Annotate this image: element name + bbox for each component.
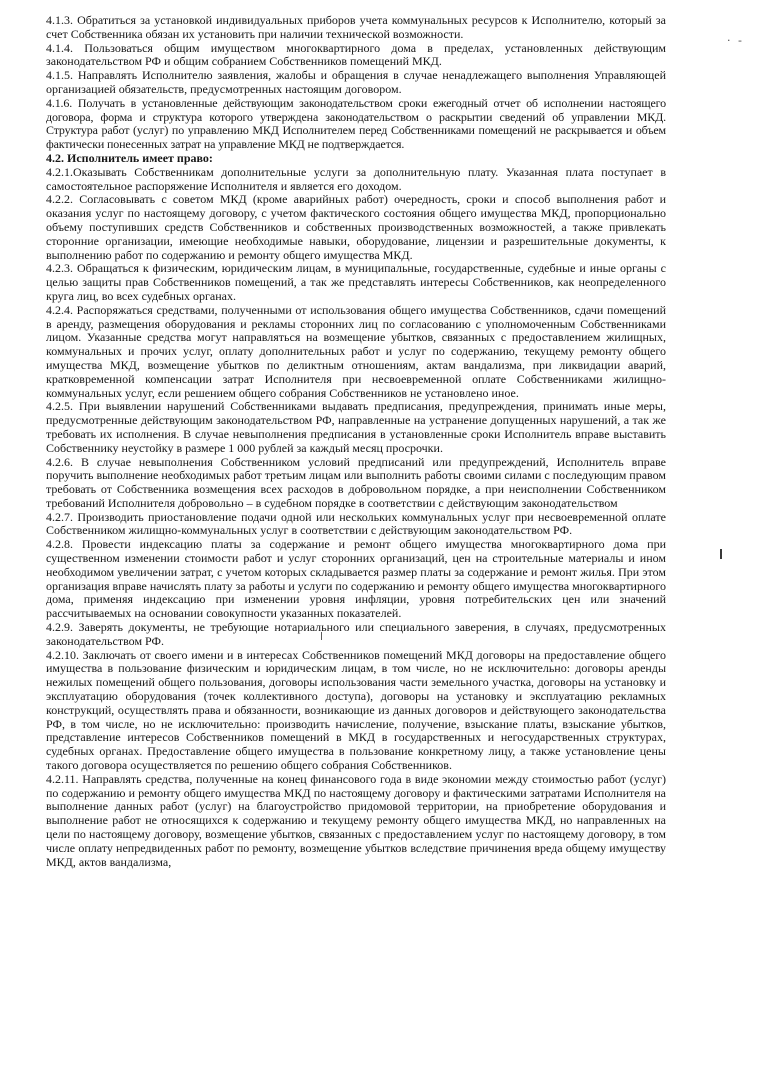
clause-4-1-6: 4.1.6. Получать в установленные действующим законодательством сроки ежегодный отчет об исполнении настоящего договора, форма и структура которого утверждена законодательством о раскрытии сведений об управлении МКД. Структура работ (услуг) по управлению МКД Исполнителем перед Собственниками помещений не раскрывается и объем фактически понесенных затрат на управление МКД не подтверждается. [46, 95, 666, 152]
clause-4-2-7: 4.2.7. Производить приостановление подачи одной или нескольких коммунальных услуг при несвоевременной оплате Собственником жилищно-коммунальных услуг в соответствии с действующим законодательством РФ. [46, 509, 666, 538]
clause-4-2-3: 4.2.3. Обращаться к физическим, юридическим лицам, в муниципальные, государственные, судебные и иные органы с целью защиты прав Собственников помещений, а так же представлять интересы Собственников, как неопределенного круга лиц, во всех судебных органах. [46, 261, 666, 303]
clause-4-2-8: 4.2.8. Провести индексацию платы за содержание и ремонт общего имущества многоквартирного дома при существенном изменении стоимости работ и услуг сторонних организаций, цен на строительные материалы и ином необходимом увеличении затрат, с учетом которых складывается размер платы за содержание и ремонт жилья. При этом организация вправе начислять плату за работы и услуги по содержанию и ремонту общего имущества многоквартирного дома, применяя индексацию при изменении уровня инфляции, уровня потребительских цен или значений рассчитываемых на основании совокупности указанных показателей. [46, 537, 666, 621]
clause-4-2-5: 4.2.5. При выявлении нарушений Собственниками выдавать предписания, предупреждения, принимать иные меры, предусмотренные действующим законодательством РФ, направленные на устранение допущенных нарушений, а так же требовать их исполнения. В случае невыполнения предписания в установленные сроки Исполнитель вправе выставить Собственнику неустойку в размере 1 000 рублей за каждый месяц просрочки. [46, 399, 666, 455]
clause-4-2-4: 4.2.4. Распоряжаться средствами, полученными от использования общего имущества Собственников, сдачи помещений в аренду, размещения оборудования и рекламы сторонних лиц по согласованию с уполномоченным Собственниками лицом. Указанные средства могут направляться на возмещение убытков, связанных с предоставлением жилищных, коммунальных и прочих услуг, оплату дополнительных работ и услуг по содержанию, текущему ремонту общего имущества МКД, возмещение убытков по деликтным отношениям, актам вандализма, при ликвидации аварий, кратковременной компенсации затрат Исполнителя при несвоевременной оплате Собственниками жилищно-коммунальных услуг, если решением общего собрания Собственников не установлено иное. [46, 302, 666, 400]
clause-4-1-5: 4.1.5. Направлять Исполнителю заявления, жалобы и обращения в случае ненадлежащего выполнения Управляющей организацией обязательств, предусмотренных настоящим договором. [46, 68, 666, 96]
clause-4-2-11: 4.2.11. Направлять средства, полученные на конец финансового года в виде экономии между стоимостью работ (услуг) по содержанию и ремонту общего имущества МКД по настоящему договору и фактическими затратами Исполнителя на выполнение данных работ (услуг) на благоустройство придомовой территории, на приобретение оборудования и выполнение работ не относящихся к содержанию и текущему ремонту общего имущества МКД, но направленных на цели по настоящему договору, возмещение убытков, связанных с предоставлением услуг по настоящему договору, в том числе оплату непредвиденных работ по ремонту, возмещение убытков вследствие причинения вреда общему имуществу МКД, актов вандализма, [46, 771, 666, 869]
clause-4-1-4: 4.1.4. Пользоваться общим имуществом многоквартирного дома в пределах, установленных действующим законодательством РФ и общим собранием Собственников помещений МКД. [46, 40, 666, 69]
clause-4-1-3: 4.1.3. Обратиться за установкой индивидуальных приборов учета коммунальных ресурсов к Исполнителю, который за счет Собственника обязан их установить при наличии технической возможности. [46, 13, 666, 41]
margin-mark: · - [727, 34, 744, 47]
clause-4-2-9: 4.2.9. Заверять документы, не требующие нотариального или специального заверения, в случаях, предусмотренных законодательством РФ. [46, 620, 666, 648]
section-heading: 4.2. Исполнитель имеет право: [46, 150, 213, 165]
document-page [46, 14, 666, 869]
margin-tick [720, 549, 722, 559]
clause-4-2-2: 4.2.2. Согласовывать с советом МКД (кроме аварийных работ) очередность, сроки и способ выполнения работ и оказания услуг по настоящему договору, с учетом фактического состояния общего имущества МКД, пропорционально объему поступивших средств Собственников и собственных производственных возможностей, а также привлекать сторонние организации, имеющие необходимые навыки, оборудование, лицензии и разрешительные документы, к выполнению работ по содержанию и ремонту общего имущества МКД. [46, 192, 666, 262]
clause-4-2-10: 4.2.10. Заключать от своего имени и в интересах Собственников помещений МКД договоры на предоставление общего имущества в пользование физическим и юридическим лицам, в том числе, но не исключительно: договоры аренды нежилых помещений общего пользования, договоры использования части земельного участка, договоры на установку и эксплуатацию оборудования (точек коллективного доступа), договоры на установку и эксплуатацию рекламных конструкций, осуществлять права и обязанности, возникающие из данных договоров и действующего законодательства РФ, в том числе, но не исключительно: производить начисление, получение, взыскание платы, взыскание убытков, представление интересов Собственников помещений в МКД в государственных и негосударственных структурах, судебных органах. Предоставление общего имущества в пользование конкретному лицу, а также установление цены такого договора осуществляется по решению общего собрания Собственников. [46, 647, 666, 773]
clause-4-2-1: 4.2.1.Оказывать Собственникам дополнительные услуги за дополнительную плату. Указанная плата поступает в самостоятельное распоряжение Исполнителя и является его доходом. [46, 164, 666, 193]
clause-4-2-6: 4.2.6. В случае невыполнения Собственником условий предписаний или предупреждений, Исполнитель вправе поручить выполнение необходимых работ третьим лицам или выполнить работы своими силами с последующим правом требовать от Собственника возмещения всех расходов в добровольном порядке, а при неисполнении Собственником требований Исполнителя добровольно – в судебном порядке в соответствии с действующим законодательством [46, 454, 666, 510]
